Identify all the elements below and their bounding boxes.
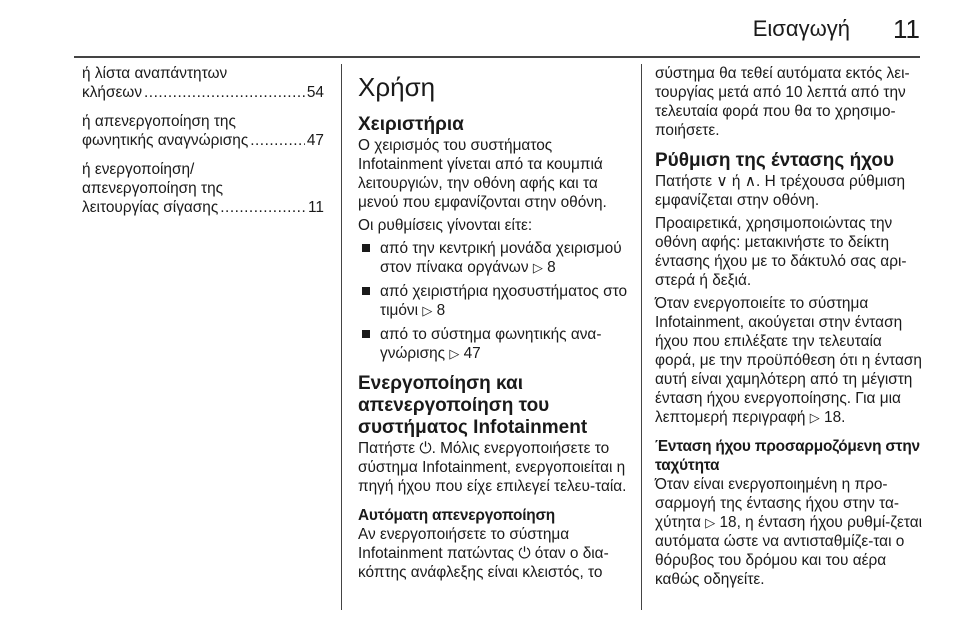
list-item-text: από την κεντρική μονάδα χειρισμού στον πίνακα οργάνων bbox=[380, 240, 622, 276]
power-heading: Ενεργοποίηση και απενεργοποίηση του συστήματος Infotainment bbox=[358, 373, 588, 438]
index-entry bbox=[82, 112, 324, 150]
startup-volume-paragraph bbox=[655, 294, 925, 427]
page-ref[interactable]: 18 bbox=[719, 514, 737, 531]
list-item bbox=[358, 282, 628, 320]
index-entry-page[interactable]: 11 bbox=[308, 199, 324, 216]
settings-list bbox=[358, 239, 628, 363]
column-divider-1 bbox=[341, 64, 342, 610]
page-header bbox=[0, 0, 960, 64]
page-ref[interactable]: 47 bbox=[463, 345, 481, 362]
settings-intro: Οι ρυθμίσεις γίνονται είτε: bbox=[358, 217, 533, 234]
index-entry-last-line bbox=[82, 131, 324, 150]
index-entry-line: απενεργοποίηση της bbox=[82, 180, 224, 197]
page-ref[interactable]: 8 bbox=[436, 302, 446, 319]
index-entry-label: κλήσεων bbox=[82, 84, 143, 101]
volume-heading: Ρύθμιση της έντασης ήχου bbox=[655, 150, 895, 171]
power-paragraph bbox=[358, 439, 628, 496]
list-item-text: από το σύστημα φωνητικής ανα-γνώρισης bbox=[380, 326, 602, 362]
speed-volume-paragraph bbox=[655, 475, 925, 589]
index-entry bbox=[82, 160, 324, 217]
speed-volume-heading: Ένταση ήχου προσαρμοζόμενη στην ταχύτητα bbox=[655, 438, 920, 474]
column-divider-2 bbox=[641, 64, 642, 610]
dot-leader bbox=[144, 83, 305, 102]
dot-leader bbox=[250, 131, 305, 150]
header-title: Εισαγωγή bbox=[752, 16, 850, 41]
page-ref-icon: ▷ bbox=[705, 515, 716, 530]
dot-leader bbox=[220, 198, 306, 217]
power-icon: ⏻ bbox=[518, 545, 531, 562]
text-run: Πατήστε bbox=[655, 173, 713, 190]
text-run: . Μόλις ενεργοποιήσετε το σύστημα Infotainment, ενεργοποιείται η πηγή ήχου που είχε επιλεγεί τελευ-ταία. bbox=[358, 440, 627, 495]
index-entry-line: ή ενεργοποίηση/ bbox=[82, 161, 195, 178]
page-ref[interactable]: 18. bbox=[824, 409, 846, 426]
text-run: όταν ο δια-κόπτης ανάφλεξης είναι κλειστός, το bbox=[358, 545, 609, 581]
text-run: Αν ενεργοποιήσετε το σύστημα Infotainment πατώντας bbox=[358, 526, 570, 562]
page-ref-icon: ▷ bbox=[809, 410, 820, 425]
auto-off-heading: Αυτόματη απενεργοποίηση bbox=[358, 507, 555, 524]
index-entry-label: λειτουργίας σίγασης bbox=[82, 199, 219, 216]
auto-off-paragraph bbox=[358, 525, 628, 582]
page-number: 11 bbox=[893, 14, 920, 44]
text-run: Όταν είναι ενεργοποιημένη η προ-σαρμογή της έντασης ήχου στην τα-χύτητα bbox=[655, 476, 899, 531]
volume-down-icon: ∨ bbox=[716, 173, 728, 190]
list-item bbox=[358, 325, 628, 363]
page-ref[interactable]: 8 bbox=[547, 259, 556, 276]
text-run: , η ένταση ήχου ρυθμί-ζεται αυτόματα ώστε να αντισταθμίζε-ται ο θόρυβος του δρόμου και του αέρα καθώς οδηγείτε. bbox=[655, 514, 923, 588]
volume-column bbox=[655, 64, 925, 610]
volume-paragraph bbox=[655, 172, 925, 210]
index-entry-page[interactable]: 47 bbox=[306, 132, 324, 149]
page-ref-icon: ▷ bbox=[449, 346, 460, 361]
volume-up-icon: ∧ bbox=[744, 173, 757, 190]
text-run: . Η τρέχουσα ρύθμιση εμφανίζεται στην οθόνη. bbox=[655, 173, 906, 209]
touch-volume-paragraph: Προαιρετικά, χρησιμοποιώντας την οθόνη αφής: μετακινήστε το δείκτη έντασης ήχου με το δάκτυλό σας αρι-στερά ή δεξιά. bbox=[655, 215, 907, 289]
page-ref-icon: ▷ bbox=[532, 260, 543, 275]
controls-paragraph: Ο χειρισμός του συστήματος Infotainment γίνεται από τα κουμπιά λειτουργιών, την οθόνη αφής και τα μενού που εμφανίζονται στην οθόνη. bbox=[358, 137, 607, 211]
index-entry-line: ή λίστα αναπάντητων bbox=[82, 65, 228, 82]
text-run: Πατήστε bbox=[358, 440, 416, 457]
power-icon: ⏻ bbox=[419, 440, 432, 457]
index-entry-page[interactable]: 54 bbox=[306, 84, 324, 101]
index-entry-line: ή απενεργοποίηση της bbox=[82, 113, 236, 130]
index-entry bbox=[82, 64, 324, 102]
usage-column bbox=[358, 64, 628, 610]
list-item-text: από χειριστήρια ηχοσυστήματος στο τιμόνι bbox=[380, 283, 628, 319]
text-run: ή bbox=[731, 173, 741, 190]
auto-off-continued: σύστημα θα τεθεί αυτόματα εκτός λει-τουργίας μετά από 10 λεπτά από την τελευταία φορά που θα το χρησιμο-ποιήσετε. bbox=[655, 65, 910, 139]
text-run: Όταν ενεργοποιείτε το σύστημα Infotainment, ακούγεται στην ένταση ήχου που επιλέξατε την τελευταία φορά, με την προϋπόθεση ότι η ένταση αυτή είναι χαμηλότερη από τη μέγιστη ένταση ήχου ενεργοποίησης. Για μια λεπτομερή περιγραφή bbox=[655, 295, 922, 426]
index-entry-last-line bbox=[82, 198, 324, 217]
page-ref-icon: ▷ bbox=[422, 303, 433, 318]
index-entry-label: φωνητικής αναγνώρισης bbox=[82, 132, 249, 149]
list-item bbox=[358, 239, 628, 277]
index-entry-last-line bbox=[82, 83, 324, 102]
header-rule bbox=[74, 56, 920, 58]
index-column bbox=[82, 64, 324, 610]
controls-heading: Χειριστήρια bbox=[358, 114, 464, 135]
section-title: Χρήση bbox=[358, 72, 436, 102]
